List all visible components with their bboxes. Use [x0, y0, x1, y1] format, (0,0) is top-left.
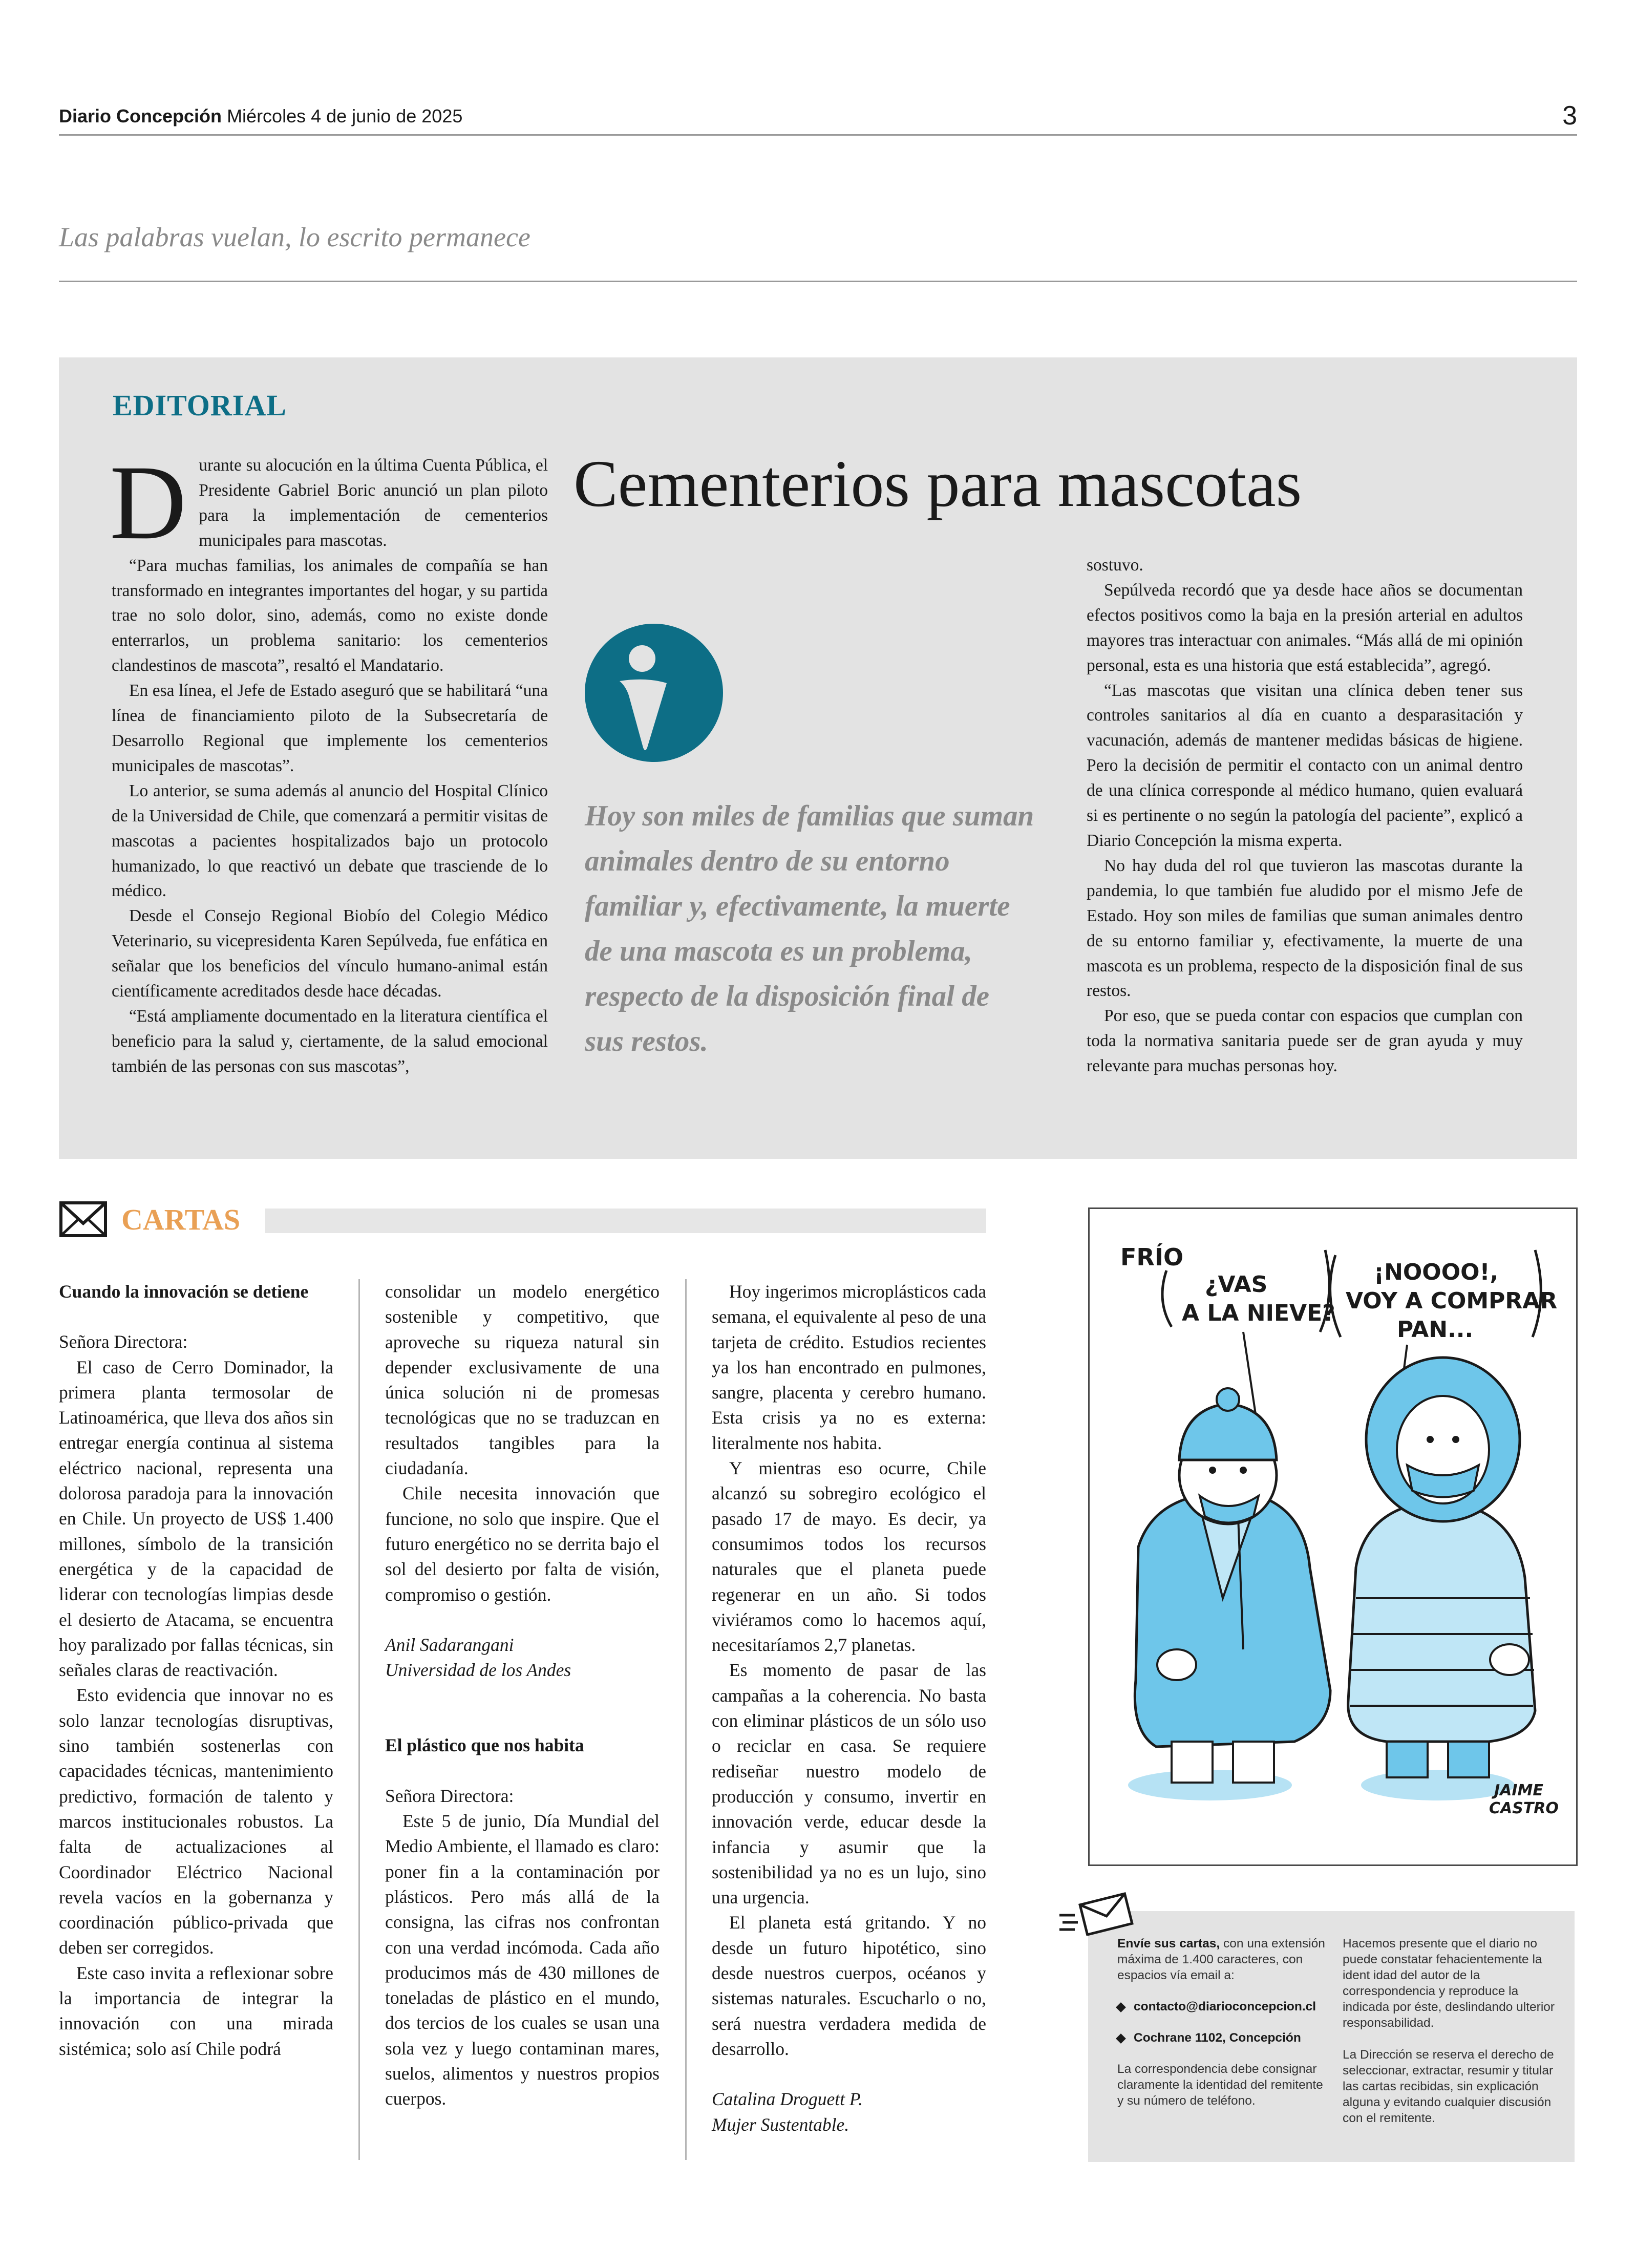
bubble-text: VOY A COMPRAR [1346, 1288, 1558, 1314]
editorial-paragraph: urante su alocución en la última Cuenta Pública, el Presidente Gabriel Boric anunció un plan piloto para la implementación de cementerios municipales para mascotas. [199, 456, 548, 550]
header-rule [59, 134, 1577, 136]
bubble-text: ¡NOOOO!, [1374, 1259, 1499, 1285]
letter-signature-org: Mujer Sustentable. [712, 2114, 849, 2135]
editorial-paragraph: sostuvo. [1087, 556, 1143, 575]
cartoonist-signature: JAIME [1494, 1782, 1543, 1799]
editorial-paragraph: “Para muchas familias, los animales de compañía se han transformado en integrantes importantes del hogar, y su partida trae no solo dolor, sino, además, como no existe donde enterrarlos, un problema sanitario: los cementerios clandestinos de mascota”, resaltó el Mandatario. [112, 556, 548, 675]
section-motto: Las palabras vuelan, lo escrito permanece [59, 222, 530, 252]
motto-rule [59, 281, 1577, 282]
letter-title: El plástico que nos habita [385, 1735, 584, 1756]
column-divider [358, 1279, 360, 2160]
column-divider [685, 1279, 687, 2160]
diamond-bullet-icon [1116, 2002, 1126, 2012]
letter-signature-name: Anil Sadarangani [385, 1634, 514, 1655]
letter-paragraph: consolidar un modelo energético sostenible y competitivo, que aproveche su riqueza natural sin depender exclusivamente de una única solución ni de promesas tecnológicas que no se traduzcan en resultados tangibles para la ciudadanía. [385, 1281, 660, 1479]
cartas-label: CARTAS [121, 1203, 241, 1236]
editorial-paragraph: Sepúlveda recordó que ya desde hace años se documentan efectos positivos como la baja en la presión arterial en adultos mayores tras interactuar con animales. “Más allá de mi opinión personal, esta es una historia que está establecida”, agregó. [1087, 580, 1523, 675]
newspaper-name: Diario Concepción [59, 105, 222, 126]
send-intro-bold: Envíe sus cartas, [1117, 1937, 1220, 1951]
letters-column-b [385, 1279, 660, 2112]
letter-paragraph: Chile necesita innovación que funcione, no solo que inspire. Que el futuro energético no se derrita bajo el sol del desierto por falta de visión, compromiso o gestión. [385, 1483, 660, 1605]
info-icon [585, 624, 723, 762]
letter-paragraph: El caso de Cerro Dominador, la primera planta termosolar de Latinoamérica, que lleva dos años sin entregar energía continua al sistema eléctrico nacional, representa una dolorosa paradoja para la innovación en Chile. Un proyecto de US$ 1.400 millones, símbolo de la transición energética y de la capacidad de liderar con tecnologías limpias desde el desierto de Atacama, se encuentra hoy paralizado por fallas técnicas, sin señales claras de reactivación. [59, 1356, 333, 1681]
contact-email[interactable]: contacto@diarioconcepcion.cl [1134, 2000, 1316, 2013]
editorial-headline: Cementerios para mascotas [573, 447, 1302, 521]
letter-signature-org: Universidad de los Andes [385, 1660, 571, 1681]
bubble-text: ¿VAS [1205, 1271, 1268, 1298]
editorial-paragraph: “Está ampliamente documentado en la literatura científica el beneficio para la salud y, ciertamente, de la salud emocional también de las personas con sus mascotas”, [112, 1006, 548, 1076]
editorial-paragraph: Desde el Consejo Regional Biobío del Colegio Médico Veterinario, su vicepresidenta Karen Sepúlveda, fue enfática en señalar que los beneficios del vínculo humano-animal están científicamente acreditados desde hace décadas. [112, 906, 548, 1001]
cartoon-caption: FRÍO [1120, 1243, 1184, 1271]
envelope-icon [59, 1201, 108, 1238]
send-intro: con una extensión máxima de 1.400 caracteres, con espacios vía email a: [1117, 1937, 1325, 1982]
postal-address: Cochrane 1102, Concepción [1134, 2031, 1301, 2045]
letter-paragraph: Y mientras eso ocurre, Chile alcanzó su sobregiro ecológico el pasado 17 de mayo. Es decir, ya consumimos todos los recursos naturales que el planeta puede regenerar en un año. Si todos viviéramos como lo hacemos aquí, necesitaríamos 2,7 planetas. [712, 1458, 986, 1656]
letters-column-c [712, 1279, 986, 2137]
letter-paragraph: Esto evidencia que innovar no es solo lanzar tecnologías disruptivas, sino también sostenerlas con capacidades técnicas, mantenimiento predictivo, formación de talento y marcos institucionales robustos. La falta de actualizaciones al Coordinador Eléctrico Nacional revela vacíos en la gobernanza y coordinación público-privada que deben ser corregidos. [59, 1685, 333, 1958]
pullquote-text: Hoy son miles de familias que suman animales dentro de su entorno familiar y, efectivamente, la muerte de una mascota es un problema, respecto de la disposición final de sus restos. [585, 800, 1034, 1057]
cartoon-frame [1088, 1207, 1578, 1866]
letter-salutation: Señora Directora: [385, 1785, 514, 1806]
drop-cap: D [110, 443, 187, 561]
cartoonist-signature: CASTRO [1489, 1799, 1559, 1817]
editorial-paragraph: Lo anterior, se suma además al anuncio del Hospital Clínico de la Universidad de Chile, que comenzará a permitir visitas de mascotas a pacientes hospitalizados bajo un protocolo humanizado, lo que reactivó un debate que trasciende de lo médico. [112, 781, 548, 901]
letter-paragraph: Este 5 de junio, Día Mundial del Medio Ambiente, el llamado es claro: poner fin a la contaminación por plásticos. Pero más allá de la consigna, las cifras nos confrontan con una verdad incómoda. Cada año producimos más de 430 millones de toneladas de plástico en el mundo, dos tercios de los cuales se usan una sola vez y luego contaminan mares, suelos, alimentos y nuestros propios cuerpos. [385, 1811, 660, 2109]
cartas-header-bar [265, 1209, 986, 1233]
bubble-text: A LA NIEVE? [1182, 1300, 1335, 1326]
bubble-text: PAN... [1397, 1317, 1474, 1343]
diamond-bullet-icon [1116, 2033, 1126, 2044]
page-number: 3 [1562, 101, 1577, 131]
editorial-paragraph: “Las mascotas que visitan una clínica deben tener sus controles sanitarios al día en cuanto a desparasitación y vacunación, además de mantener medidas básicas de higiene. Pero la decisión de permitir el contacto con un animal dentro de una clínica corresponde al médico humano, quien evaluará si es pertinente o no según la patología del paciente”, explicó a Diario Concepción la misma experta. [1087, 681, 1523, 850]
editorial-label: EDITORIAL [113, 389, 287, 422]
editorial-pullquote [585, 794, 1035, 1064]
flying-envelope-icon [1057, 1890, 1134, 1936]
letters-column-a [59, 1279, 333, 2062]
disclaimer-text: La Dirección se reserva el derecho de seleccionar, extractar, resumir y titular las cartas recibidas, sin explicación alguna y evitando cualquier discusión con el remitente. [1343, 2048, 1554, 2125]
email-line [1117, 1999, 1332, 2015]
letter-salutation: Señora Directora: [59, 1331, 188, 1352]
editorial-paragraph: No hay duda del rol que tuvieron las mascotas durante la pandemia, lo que también fue aludido por el mismo Jefe de Estado. Hoy son miles de familias que suman animales dentro de su entorno familiar y, efectivamente, la muerte de una mascota es un problema, respecto de la disposición final de sus restos. [1087, 856, 1523, 1001]
letter-paragraph: Este caso invita a reflexionar sobre la importancia de integrar la innovación con una mirada sistémica; solo así Chile podrá [59, 1962, 333, 2059]
editorial-column-3 [1087, 553, 1523, 1079]
send-note: La correspondencia debe consignar claramente la identidad del remitente y su número de teléfono. [1117, 2062, 1323, 2108]
editorial-paragraph: En esa línea, el Jefe de Estado aseguró que se habilitará “una línea de financiamiento piloto de la Subsecretaría de Desarrollo Regional que implemente los cementerios municipales de mascotas”. [112, 681, 548, 775]
address-line [1117, 2030, 1332, 2046]
issue-date: Miércoles 4 de junio de 2025 [227, 105, 463, 126]
send-letters-disclaimer [1343, 1936, 1557, 2126]
letter-paragraph: Hoy ingerimos microplásticos cada semana, el equivalente al peso de una tarjeta de crédito. Estudios recientes ya los han encontrado en pulmones, sangre, placenta y cerebro humano. Esta crisis ya no es externa: literalmente nos habita. [712, 1281, 986, 1453]
editorial-paragraph: Por eso, que se pueda contar con espacios que cumplan con toda la normativa sanitaria puede ser de gran ayuda y muy relevante para muchas personas hoy. [1087, 1006, 1523, 1076]
letter-paragraph: Es momento de pasar de las campañas a la coherencia. No basta con eliminar plásticos de un sólo uso o reciclar en casa. Se requiere rediseñar nuestro modelo de producción y consumo, invertir en innovación verde, educar desde la infancia y asumir que la sostenibilidad ya no es un lujo, sino una urgencia. [712, 1660, 986, 1908]
disclaimer-text: Hacemos presente que el diario no puede constatar fehacientemente la ident idad del autor de la correspondencia y reproduce la indicada por éste, deslindando ulterior responsabilidad. [1343, 1937, 1555, 2030]
right-character [1348, 1358, 1535, 1800]
letter-title: Cuando la innovación se detiene [59, 1281, 309, 1302]
masthead [59, 105, 462, 127]
send-letters-instructions [1117, 1936, 1332, 2109]
letter-signature-name: Catalina Droguett P. [712, 2089, 863, 2110]
cartoon-illustration [1090, 1209, 1576, 1864]
left-character [1128, 1388, 1330, 1800]
letter-paragraph: El planeta está gritando. Y no desde un futuro hipotético, sino desde nuestros cuerpos, océanos y sistemas naturales. Escucharlo o no, será nuestra verdadera medida de desarrollo. [712, 1912, 986, 2059]
editorial-column-1 [110, 443, 548, 1079]
